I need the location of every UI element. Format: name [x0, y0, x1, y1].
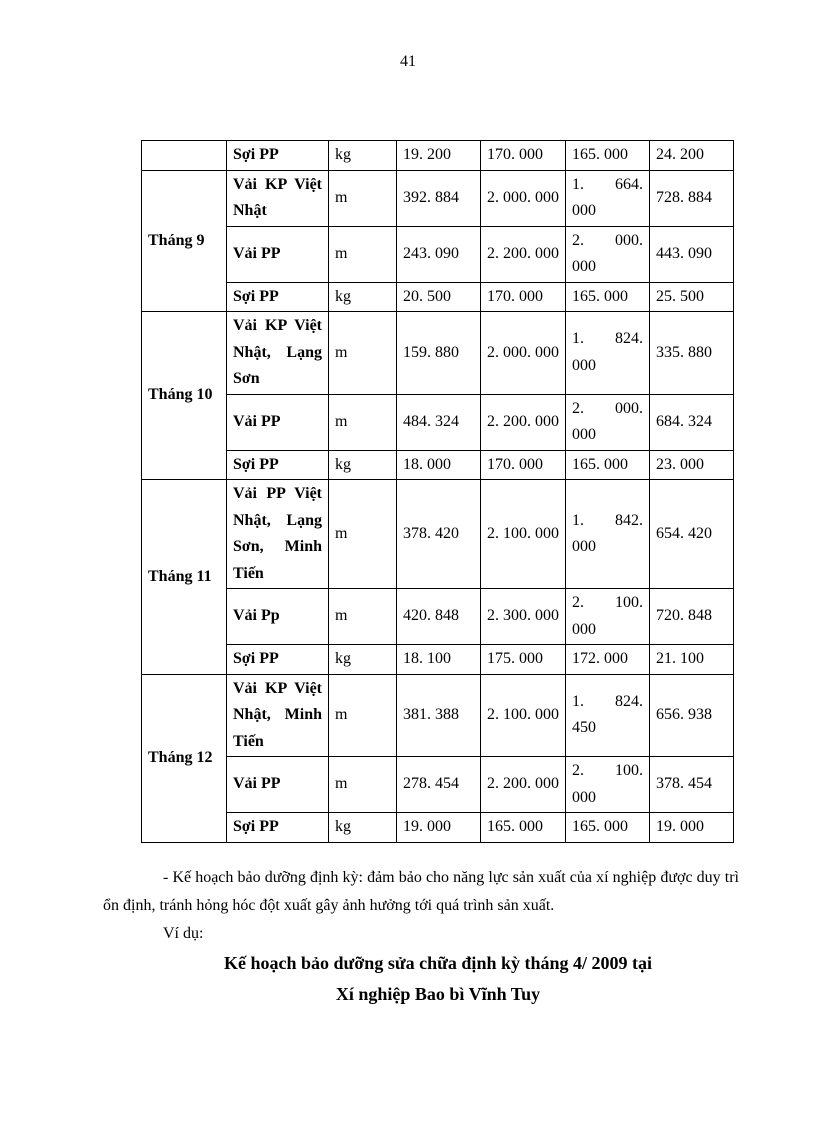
value-cell: 175. 000 [481, 645, 566, 675]
value-cell: 2. 200. 000 [481, 394, 566, 450]
value-cell: 2. 200. 000 [481, 226, 566, 282]
value-cell: 165. 000 [566, 141, 650, 171]
month-cell: Tháng 9 [142, 170, 227, 312]
table-row [142, 312, 734, 395]
value-cell: 170. 000 [481, 282, 566, 312]
value-cell: 2. 100. 000 [566, 757, 650, 813]
unit-cell: kg [329, 282, 397, 312]
value-cell: 20. 500 [397, 282, 481, 312]
value-cell: 2. 000. 000 [481, 312, 566, 395]
value-cell: 24. 200 [650, 141, 734, 171]
table-row [142, 394, 734, 450]
value-cell: 378. 420 [397, 480, 481, 589]
month-cell: Tháng 10 [142, 312, 227, 480]
value-cell: 172. 000 [566, 645, 650, 675]
value-cell: 381. 388 [397, 674, 481, 757]
value-cell: 654. 420 [650, 480, 734, 589]
value-cell: 278. 454 [397, 757, 481, 813]
page-number: 41 [400, 53, 416, 70]
value-cell: 1. 842. 000 [566, 480, 650, 589]
section-heading-line-1: Kế hoạch bảo dưỡng sửa chữa định kỳ tháng 4/ 2009 tại [224, 953, 652, 973]
value-cell: 2. 100. 000 [481, 674, 566, 757]
unit-cell: m [329, 170, 397, 226]
value-cell: 420. 848 [397, 589, 481, 645]
value-cell: 392. 884 [397, 170, 481, 226]
value-cell: 2. 000. 000 [566, 394, 650, 450]
production-plan-table [141, 140, 734, 843]
month-cell [142, 141, 227, 171]
table-row [142, 674, 734, 757]
product-cell: Vải PP [227, 226, 329, 282]
value-cell: 2. 100. 000 [481, 480, 566, 589]
table-row [142, 170, 734, 226]
value-cell: 684. 324 [650, 394, 734, 450]
value-cell: 165. 000 [566, 282, 650, 312]
unit-cell: m [329, 226, 397, 282]
table-row [142, 645, 734, 675]
example-label: Ví dụ: [163, 925, 204, 942]
value-cell: 1. 664. 000 [566, 170, 650, 226]
product-cell: Vải PP [227, 394, 329, 450]
product-cell: Vải Pp [227, 589, 329, 645]
unit-cell: m [329, 312, 397, 395]
value-cell: 484. 324 [397, 394, 481, 450]
value-cell: 165. 000 [566, 813, 650, 843]
maintenance-plan-paragraph: - Kế hoạch bảo dưỡng định kỳ: đảm bảo cho năng lực sản xuất của xí nghiệp được duy trì ổn định, tránh hỏng hóc đột xuất gây ảnh hưởng tới quá trình sản xuất. [103, 869, 739, 914]
value-cell: 2. 000. 000 [566, 226, 650, 282]
product-cell: Vải PP Việt Nhật, Lạng Sơn, Minh Tiến [227, 480, 329, 589]
value-cell: 165. 000 [566, 450, 650, 480]
value-cell: 19. 000 [397, 813, 481, 843]
value-cell: 19. 200 [397, 141, 481, 171]
table-row [142, 757, 734, 813]
value-cell: 21. 100 [650, 645, 734, 675]
value-cell: 23. 000 [650, 450, 734, 480]
value-cell: 18. 000 [397, 450, 481, 480]
value-cell: 656. 938 [650, 674, 734, 757]
value-cell: 19. 000 [650, 813, 734, 843]
value-cell: 720. 848 [650, 589, 734, 645]
unit-cell: m [329, 589, 397, 645]
value-cell: 1. 824. 450 [566, 674, 650, 757]
unit-cell: m [329, 757, 397, 813]
unit-cell: m [329, 674, 397, 757]
product-cell: Vải KP Việt Nhật, Minh Tiến [227, 674, 329, 757]
value-cell: 443. 090 [650, 226, 734, 282]
value-cell: 170. 000 [481, 141, 566, 171]
table-row [142, 450, 734, 480]
table-row [142, 589, 734, 645]
unit-cell: m [329, 394, 397, 450]
product-cell: Sợi PP [227, 645, 329, 675]
value-cell: 2. 000. 000 [481, 170, 566, 226]
unit-cell: kg [329, 450, 397, 480]
unit-cell: m [329, 480, 397, 589]
value-cell: 159. 880 [397, 312, 481, 395]
table-row [142, 141, 734, 171]
value-cell: 243. 090 [397, 226, 481, 282]
product-cell: Vải KP Việt Nhật [227, 170, 329, 226]
value-cell: 2. 300. 000 [481, 589, 566, 645]
value-cell: 25. 500 [650, 282, 734, 312]
month-cell: Tháng 11 [142, 480, 227, 675]
month-cell: Tháng 12 [142, 674, 227, 842]
value-cell: 728. 884 [650, 170, 734, 226]
value-cell: 335. 880 [650, 312, 734, 395]
unit-cell: kg [329, 645, 397, 675]
value-cell: 2. 200. 000 [481, 757, 566, 813]
product-cell: Vải PP [227, 757, 329, 813]
product-cell: Sợi PP [227, 141, 329, 171]
table-row [142, 480, 734, 589]
value-cell: 1. 824. 000 [566, 312, 650, 395]
product-cell: Sợi PP [227, 282, 329, 312]
table-row [142, 226, 734, 282]
value-cell: 2. 100. 000 [566, 589, 650, 645]
value-cell: 170. 000 [481, 450, 566, 480]
product-cell: Sợi PP [227, 450, 329, 480]
product-cell: Sợi PP [227, 813, 329, 843]
table-row [142, 282, 734, 312]
product-cell: Vải KP Việt Nhật, Lạng Sơn [227, 312, 329, 395]
value-cell: 18. 100 [397, 645, 481, 675]
value-cell: 378. 454 [650, 757, 734, 813]
unit-cell: kg [329, 141, 397, 171]
section-heading-line-2: Xí nghiệp Bao bì Vĩnh Tuy [335, 984, 541, 1004]
table-row [142, 813, 734, 843]
value-cell: 165. 000 [481, 813, 566, 843]
unit-cell: kg [329, 813, 397, 843]
